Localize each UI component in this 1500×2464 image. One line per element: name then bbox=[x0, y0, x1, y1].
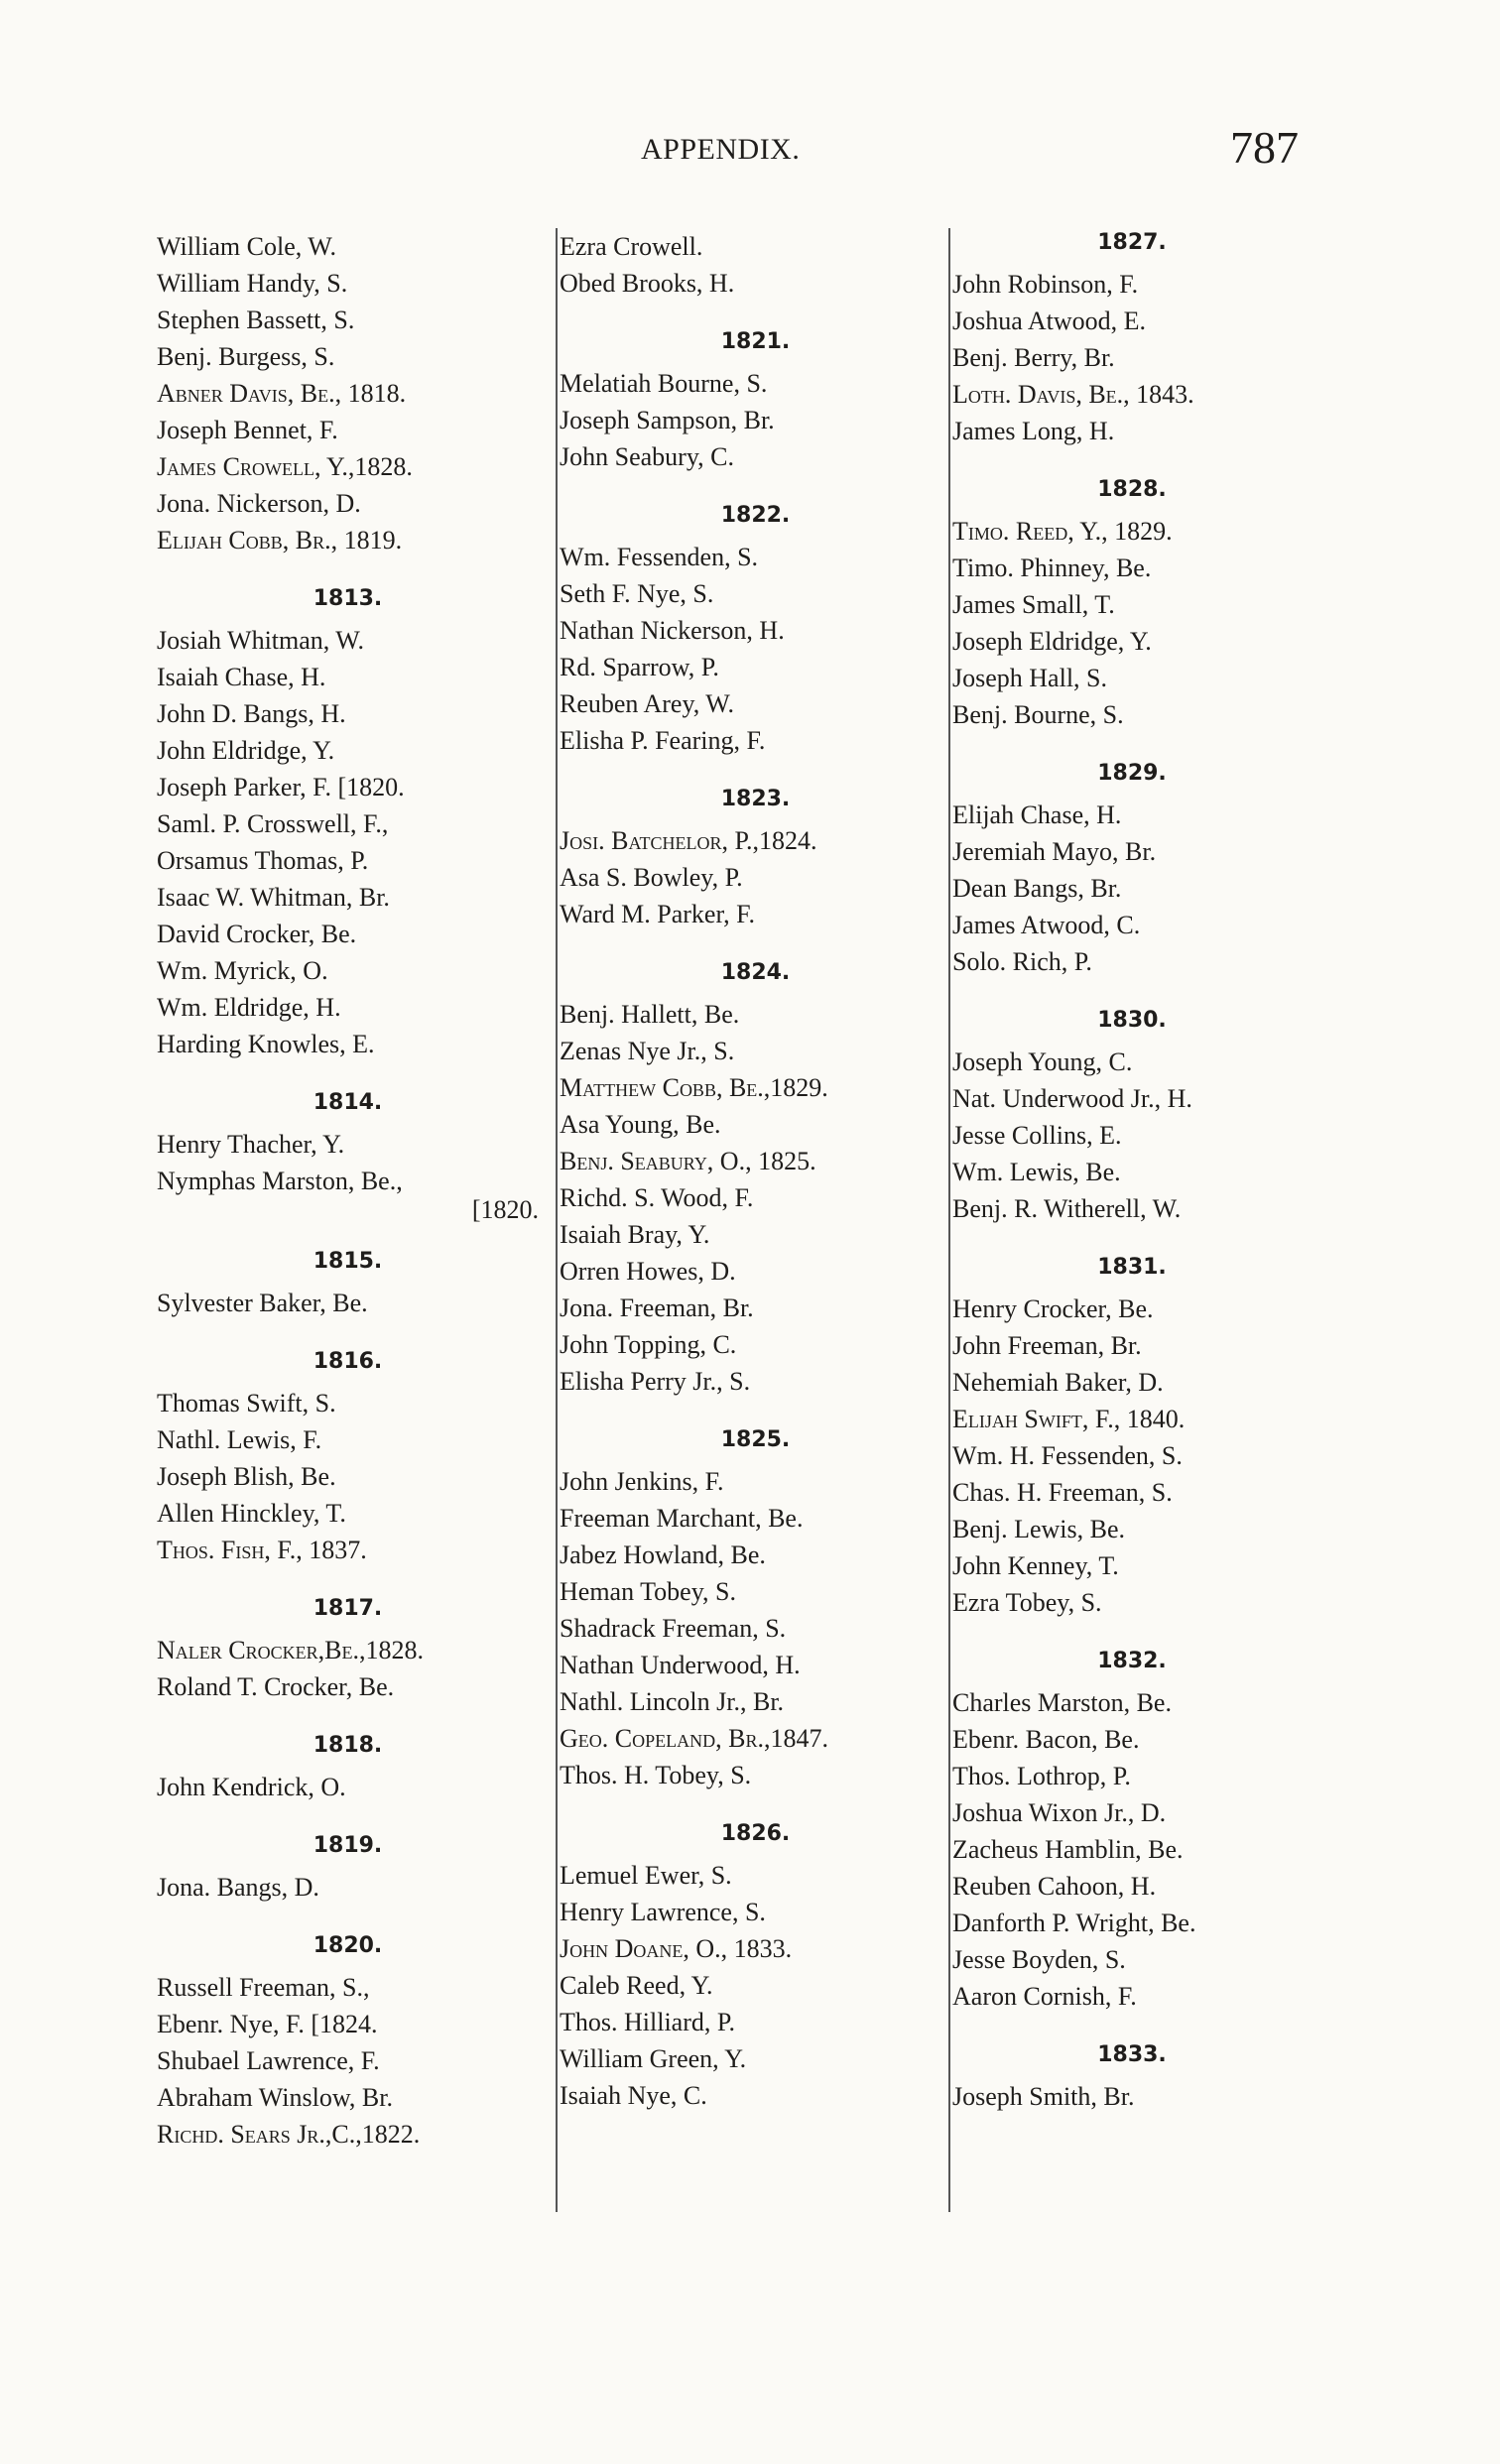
name-entry: Caleb Reed, Y. bbox=[560, 1971, 713, 2000]
name-entry: James Atwood, C. bbox=[952, 911, 1141, 939]
year-heading: 1826. bbox=[720, 1821, 791, 1846]
name-entry: Stephen Bassett, S. bbox=[157, 306, 355, 334]
year-heading: 1833. bbox=[1097, 2042, 1167, 2067]
name-entry: Shadrack Freeman, S. bbox=[560, 1614, 787, 1643]
name-entry: Nathan Underwood, H. bbox=[560, 1651, 801, 1679]
name-entry: Elisha Perry Jr., S. bbox=[560, 1367, 751, 1396]
name-entry: John Topping, C. bbox=[560, 1330, 737, 1359]
year-group bbox=[157, 1347, 539, 1568]
name-entry: Wm. Eldridge, H. bbox=[157, 993, 341, 1022]
year-heading: 1816. bbox=[312, 1349, 383, 1374]
name-entry: Dean Bangs, Br. bbox=[952, 874, 1122, 903]
year-group bbox=[157, 1731, 539, 1805]
name-entry: Jabez Howland, Be. bbox=[560, 1540, 766, 1569]
name-entry: Joseph Smith, Br. bbox=[952, 2082, 1135, 2111]
name-entry: Rd. Sparrow, P. bbox=[560, 653, 719, 681]
page-number: 787 bbox=[1230, 122, 1299, 173]
page-header bbox=[0, 121, 1500, 181]
year-heading: 1825. bbox=[720, 1427, 791, 1452]
name-entry: Reuben Cahoon, H. bbox=[952, 1872, 1157, 1901]
name-entry: Benj. Hallett, Be. bbox=[560, 1000, 740, 1029]
name-entry: Obed Brooks, H. bbox=[560, 269, 735, 298]
year-heading: 1832. bbox=[1097, 1649, 1167, 1673]
name-entry: Matthew Cobb, Be.,1829. bbox=[560, 1073, 828, 1102]
name-entry: Abraham Winslow, Br. bbox=[157, 2083, 393, 2112]
year-heading: 1827. bbox=[1097, 230, 1167, 255]
name-entry: John Eldridge, Y. bbox=[157, 736, 335, 765]
year-group bbox=[560, 1819, 951, 2114]
name-entry: Benj. Seabury, O., 1825. bbox=[560, 1147, 816, 1175]
year-group bbox=[157, 1088, 539, 1224]
year-group bbox=[952, 1253, 1312, 1621]
column-2 bbox=[556, 228, 951, 2212]
name-entry: Asa S. Bowley, P. bbox=[560, 863, 743, 892]
year-group bbox=[952, 1006, 1312, 1227]
year-group bbox=[560, 501, 951, 759]
name-entry: Loth. Davis, Be., 1843. bbox=[952, 380, 1194, 409]
name-entry: Joseph Parker, F. [1820. bbox=[157, 773, 405, 801]
name-entry: Chas. H. Freeman, S. bbox=[952, 1478, 1173, 1507]
name-entry: Thos. Hilliard, P. bbox=[560, 2008, 735, 2036]
name-entry: Jona. Nickerson, D. bbox=[157, 489, 361, 518]
year-heading: 1813. bbox=[312, 586, 383, 611]
name-entry: Thomas Swift, S. bbox=[157, 1389, 336, 1417]
name-entry: Wm. H. Fessenden, S. bbox=[952, 1441, 1183, 1470]
year-group bbox=[157, 1831, 539, 1906]
year-group bbox=[952, 2040, 1312, 2115]
name-entry: Jeremiah Mayo, Br. bbox=[952, 837, 1157, 866]
name-entry: Wm. Lewis, Be. bbox=[952, 1158, 1121, 1186]
name-entry: Nehemiah Baker, D. bbox=[952, 1368, 1164, 1397]
year-group bbox=[157, 1247, 539, 1321]
year-heading: 1823. bbox=[720, 787, 791, 811]
name-entry: Richd. Sears Jr.,C.,1822. bbox=[157, 2120, 421, 2149]
name-entry: [1820. bbox=[471, 1195, 539, 1224]
name-entry: Isaac W. Whitman, Br. bbox=[157, 883, 390, 912]
name-entry: David Crocker, Be. bbox=[157, 920, 357, 948]
name-entry: Thos. H. Tobey, S. bbox=[560, 1761, 752, 1789]
name-entry: Russell Freeman, S., bbox=[157, 1973, 370, 2002]
name-entry: Joseph Young, C. bbox=[952, 1047, 1133, 1076]
name-entry: James Small, T. bbox=[952, 590, 1115, 619]
year-group bbox=[157, 1594, 539, 1705]
year-group bbox=[560, 1425, 951, 1793]
name-entry: William Cole, W. bbox=[157, 232, 336, 261]
name-entry: Naler Crocker,Be.,1828. bbox=[157, 1636, 424, 1664]
name-entry: James Long, H. bbox=[952, 417, 1115, 445]
name-entry: John Freeman, Br. bbox=[952, 1331, 1142, 1360]
name-entry: Timo. Reed, Y., 1829. bbox=[952, 517, 1173, 546]
year-heading: 1824. bbox=[720, 960, 791, 985]
name-entry: Elijah Cobb, Br., 1819. bbox=[157, 526, 403, 554]
name-entry: Ezra Crowell. bbox=[560, 232, 703, 261]
name-entry: Jona. Freeman, Br. bbox=[560, 1294, 754, 1322]
name-entry: Ward M. Parker, F. bbox=[560, 900, 755, 928]
year-heading: 1822. bbox=[720, 503, 791, 528]
name-entry: Thos. Lothrop, P. bbox=[952, 1762, 1131, 1790]
name-entry: John D. Bangs, H. bbox=[157, 699, 346, 728]
year-heading: 1820. bbox=[312, 1933, 383, 1958]
year-group bbox=[952, 228, 1312, 449]
column-3 bbox=[948, 228, 1312, 2212]
name-entry: Abner Davis, Be., 1818. bbox=[157, 379, 407, 408]
name-entry: Benj. R. Witherell, W. bbox=[952, 1194, 1182, 1223]
year-heading: 1815. bbox=[312, 1249, 383, 1274]
name-entry: Zacheus Hamblin, Be. bbox=[952, 1835, 1184, 1864]
name-entry: Elijah Swift, F., 1840. bbox=[952, 1405, 1186, 1433]
name-entry: Charles Marston, Be. bbox=[952, 1688, 1172, 1717]
name-entry: Isaiah Chase, H. bbox=[157, 663, 326, 691]
name-entry: John Kenney, T. bbox=[952, 1551, 1119, 1580]
name-entry: James Crowell, Y.,1828. bbox=[157, 452, 413, 481]
name-entry: Joseph Sampson, Br. bbox=[560, 406, 775, 434]
name-entry: Timo. Phinney, Be. bbox=[952, 554, 1152, 582]
name-entry: William Green, Y. bbox=[560, 2044, 747, 2073]
name-entry: Jona. Bangs, D. bbox=[157, 1873, 319, 1902]
column-1 bbox=[157, 228, 539, 2153]
name-entry: Isaiah Nye, C. bbox=[560, 2081, 707, 2110]
year-heading: 1818. bbox=[312, 1733, 383, 1758]
name-entry: Wm. Myrick, O. bbox=[157, 956, 328, 985]
name-entry: Melatiah Bourne, S. bbox=[560, 369, 768, 398]
name-entry: Seth F. Nye, S. bbox=[560, 579, 714, 608]
name-entry: Benj. Bourne, S. bbox=[952, 700, 1124, 729]
running-head-title: APPENDIX. bbox=[641, 133, 801, 166]
register-columns bbox=[157, 228, 1308, 2212]
name-entry: Geo. Copeland, Br.,1847. bbox=[560, 1724, 828, 1753]
year-heading: 1819. bbox=[312, 1833, 383, 1858]
year-group bbox=[157, 1931, 539, 2153]
year-group bbox=[157, 228, 539, 558]
name-entry: Benj. Berry, Br. bbox=[952, 343, 1115, 372]
name-entry: Aaron Cornish, F. bbox=[952, 1982, 1137, 2011]
name-entry: Joseph Bennet, F. bbox=[157, 416, 338, 444]
year-heading: 1830. bbox=[1097, 1008, 1167, 1033]
name-entry: Joshua Atwood, E. bbox=[952, 307, 1146, 335]
name-entry: John Jenkins, F. bbox=[560, 1467, 724, 1496]
name-entry: Richd. S. Wood, F. bbox=[560, 1183, 754, 1212]
name-entry: Heman Tobey, S. bbox=[560, 1577, 736, 1606]
name-entry: Wm. Fessenden, S. bbox=[560, 543, 759, 571]
year-group bbox=[560, 327, 951, 475]
name-entry: Josiah Whitman, W. bbox=[157, 626, 364, 655]
year-group bbox=[560, 785, 951, 932]
name-entry: Benj. Lewis, Be. bbox=[952, 1515, 1126, 1543]
name-entry: Ebenr. Bacon, Be. bbox=[952, 1725, 1140, 1754]
name-entry: Henry Crocker, Be. bbox=[952, 1294, 1154, 1323]
name-entry: Nathan Nickerson, H. bbox=[560, 616, 785, 645]
name-entry: Shubael Lawrence, F. bbox=[157, 2046, 380, 2075]
name-entry: Joseph Hall, S. bbox=[952, 664, 1107, 692]
name-entry: Sylvester Baker, Be. bbox=[157, 1289, 368, 1317]
name-entry: Josi. Batchelor, P.,1824. bbox=[560, 826, 817, 855]
name-entry: Orsamus Thomas, P. bbox=[157, 846, 369, 875]
year-heading: 1831. bbox=[1097, 1255, 1167, 1280]
name-entry: Elisha P. Fearing, F. bbox=[560, 726, 766, 755]
name-entry: Joshua Wixon Jr., D. bbox=[952, 1798, 1167, 1827]
name-entry: Isaiah Bray, Y. bbox=[560, 1220, 710, 1249]
name-entry: John Robinson, F. bbox=[952, 270, 1139, 299]
name-entry: Ezra Tobey, S. bbox=[952, 1588, 1102, 1617]
name-entry: Henry Lawrence, S. bbox=[560, 1898, 766, 1926]
year-group bbox=[952, 475, 1312, 733]
year-heading: 1828. bbox=[1097, 477, 1167, 502]
name-entry: Elijah Chase, H. bbox=[952, 801, 1122, 829]
year-group bbox=[157, 584, 539, 1062]
year-group bbox=[560, 228, 951, 302]
name-entry: William Handy, S. bbox=[157, 269, 348, 298]
name-entry: Zenas Nye Jr., S. bbox=[560, 1037, 735, 1065]
name-entry: Nat. Underwood Jr., H. bbox=[952, 1084, 1192, 1113]
name-entry: Solo. Rich, P. bbox=[952, 947, 1092, 976]
year-group bbox=[952, 1647, 1312, 2015]
name-entry: Nathl. Lewis, F. bbox=[157, 1425, 322, 1454]
name-entry: Nathl. Lincoln Jr., Br. bbox=[560, 1687, 785, 1716]
year-heading: 1817. bbox=[312, 1596, 383, 1621]
year-group bbox=[952, 759, 1312, 980]
name-entry: Allen Hinckley, T. bbox=[157, 1499, 346, 1528]
name-entry: Thos. Fish, F., 1837. bbox=[157, 1536, 367, 1564]
year-heading: 1814. bbox=[312, 1090, 383, 1115]
name-entry: Ebenr. Nye, F. [1824. bbox=[157, 2010, 378, 2038]
name-entry: Freeman Marchant, Be. bbox=[560, 1504, 804, 1533]
name-entry: Roland T. Crocker, Be. bbox=[157, 1672, 395, 1701]
year-heading: 1821. bbox=[720, 329, 791, 354]
name-entry: Benj. Burgess, S. bbox=[157, 342, 335, 371]
name-entry: Nymphas Marston, Be., bbox=[157, 1167, 403, 1195]
year-heading: 1829. bbox=[1097, 761, 1167, 786]
year-group bbox=[560, 958, 951, 1400]
name-entry: Harding Knowles, E. bbox=[157, 1030, 375, 1058]
name-entry: John Doane, O., 1833. bbox=[560, 1934, 793, 1963]
name-entry: Orren Howes, D. bbox=[560, 1257, 736, 1286]
name-entry: Joseph Blish, Be. bbox=[157, 1462, 336, 1491]
name-entry: Joseph Eldridge, Y. bbox=[952, 627, 1152, 656]
name-entry: Reuben Arey, W. bbox=[560, 689, 734, 718]
name-entry: John Seabury, C. bbox=[560, 442, 734, 471]
name-entry: John Kendrick, O. bbox=[157, 1773, 346, 1801]
name-entry: Asa Young, Be. bbox=[560, 1110, 721, 1139]
name-entry: Jesse Boyden, S. bbox=[952, 1945, 1126, 1974]
name-entry: Saml. P. Crosswell, F., bbox=[157, 809, 389, 838]
name-entry: Lemuel Ewer, S. bbox=[560, 1861, 732, 1890]
name-entry: Jesse Collins, E. bbox=[952, 1121, 1122, 1150]
name-entry: Danforth P. Wright, Be. bbox=[952, 1909, 1196, 1937]
name-entry: Henry Thacher, Y. bbox=[157, 1130, 345, 1159]
